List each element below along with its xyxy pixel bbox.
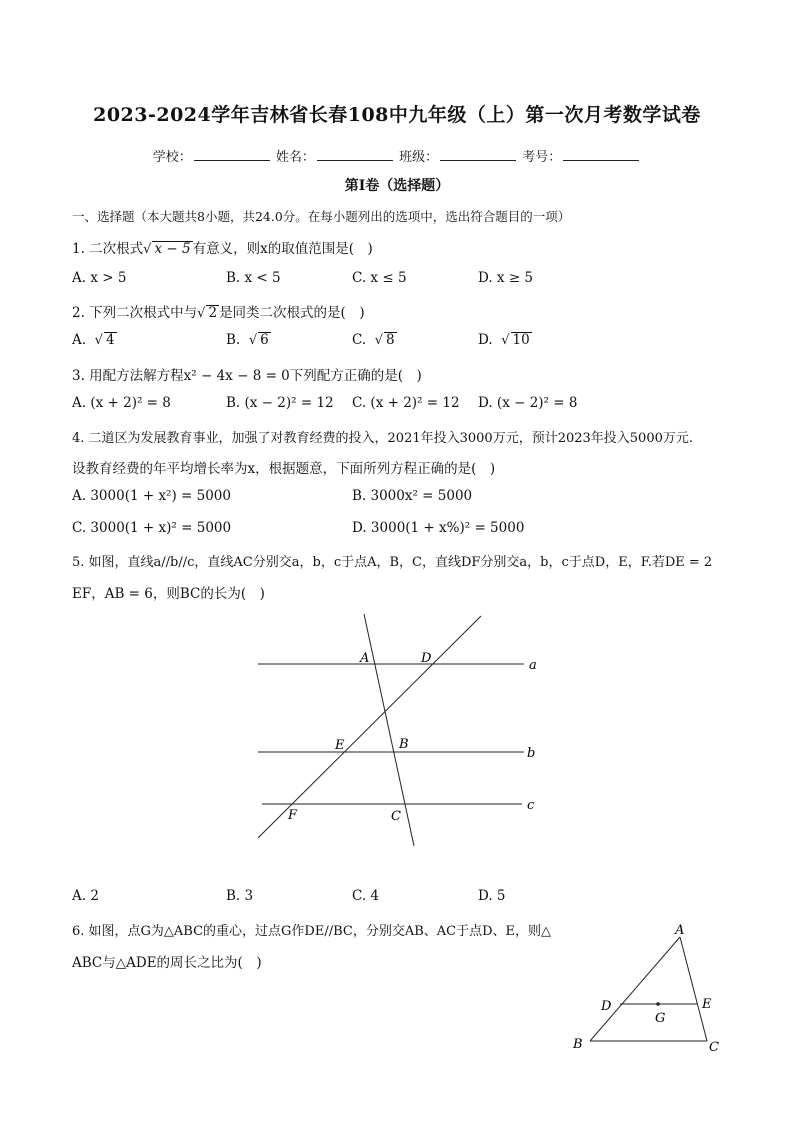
side-ab — [590, 937, 680, 1041]
q1-pre: 1. 二次根式 — [72, 241, 144, 257]
question-3: 3. 用配方法解方程x² − 4x − 8 = 0下列配方正确的是( ) — [72, 368, 422, 384]
exam-title: 2023-2024学年吉林省长春108中九年级（上）第一次月考数学试卷 — [93, 104, 701, 126]
q4-option-c[interactable]: C. 3000(1 + x)² = 5000 — [72, 520, 232, 536]
name-label: 姓名： — [275, 150, 315, 165]
label-F: F — [288, 808, 298, 823]
centroid-point-g — [656, 1002, 660, 1006]
label-C: C — [391, 809, 401, 824]
label-A: A — [360, 651, 370, 666]
question-5-line-2: EF，AB = 6，则BC的长为( ) — [72, 586, 265, 602]
label-E: E — [702, 997, 712, 1012]
radical-sign: √ — [501, 333, 510, 348]
q4-option-b[interactable]: B. 3000x² = 5000 — [352, 488, 473, 504]
label-B: B — [399, 737, 409, 752]
q2-option-a-radicand: 4 — [105, 332, 115, 348]
question-6-line-1: 6. 如图，点G为△ABC的重心，过点G作DE//BC，分别交AB、AC于点D、E，则△ — [72, 924, 552, 939]
question-4-line-2: 设教育经费的年平均增长率为x，根据题意，下面所列方程正确的是( ) — [72, 461, 496, 477]
q3-option-b[interactable]: B. (x − 2)² = 12 — [226, 395, 334, 411]
school-label: 学校： — [152, 150, 192, 165]
radical-sign: √ — [143, 242, 152, 257]
q3-option-c[interactable]: C. (x + 2)² = 12 — [352, 395, 460, 411]
q2-post: 是同类二次根式的是( ) — [219, 305, 365, 321]
radical-sign: √ — [248, 333, 258, 348]
q2-radicand: 2 — [208, 305, 218, 321]
number-label: 考号： — [522, 150, 562, 165]
label-C: C — [709, 1040, 719, 1055]
section-heading: 第I卷（选择题） — [344, 178, 450, 194]
q1-post: 有意义，则x的取值范围是( ) — [192, 241, 373, 257]
q4-option-d[interactable]: D. 3000(1 + x%)² = 5000 — [352, 520, 525, 536]
q1-option-c[interactable]: C. x ≤ 5 — [352, 270, 407, 286]
label-E: E — [335, 738, 345, 753]
q1-option-d[interactable]: D. x ≥ 5 — [478, 270, 534, 286]
label-c: c — [527, 798, 535, 813]
label-D: D — [421, 651, 432, 666]
question-6-line-2: ABC与△ADE的周长之比为( ) — [72, 955, 262, 971]
label-D: D — [601, 999, 612, 1014]
radical-sign: √ — [374, 333, 384, 348]
q3-option-d[interactable]: D. (x − 2)² = 8 — [478, 395, 578, 411]
q2-pre: 2. 下列二次根式中与 — [72, 305, 198, 321]
q2-option-b-radicand: 6 — [260, 332, 269, 348]
q5-option-a[interactable]: A. 2 — [72, 888, 99, 904]
q3-option-a[interactable]: A. (x + 2)² = 8 — [72, 395, 171, 411]
q2-option-d-radicand: 10 — [512, 332, 530, 348]
label-A: A — [675, 923, 685, 938]
radical-sign: √ — [197, 306, 206, 321]
label-a: a — [529, 658, 537, 673]
q1-option-b[interactable]: B. x < 5 — [226, 270, 281, 286]
part-instructions: 一、选择题（本大题共8小题，共24.0分。在每小题列出的选项中，选出符合题目的一项） — [72, 209, 571, 224]
label-B: B — [573, 1037, 583, 1052]
radical-sign: √ — [94, 333, 103, 348]
q2-option-b-label: B. — [226, 332, 241, 348]
question-5-line-1: 5. 如图，直线a//b//c，直线AC分别交a，b，c于点A，B，C，直线DF分别交a，b，c于点D，E，F.若DE = 2 — [72, 555, 713, 570]
q4-option-a[interactable]: A. 3000(1 + x²) = 5000 — [72, 488, 231, 504]
q2-option-a-label: A. — [72, 332, 87, 348]
class-label: 班级： — [399, 150, 439, 165]
q5-option-c[interactable]: C. 4 — [352, 888, 380, 904]
q5-option-d[interactable]: D. 5 — [478, 888, 506, 904]
q1-radicand: x − 5 — [154, 241, 191, 257]
q2-option-c-label: C. — [352, 332, 367, 348]
q5-option-b[interactable]: B. 3 — [226, 888, 254, 904]
q1-option-a[interactable]: A. x > 5 — [72, 270, 127, 286]
q2-option-c-radicand: 8 — [386, 332, 395, 348]
label-G: G — [655, 1011, 666, 1026]
side-ac — [680, 937, 707, 1041]
label-b: b — [527, 746, 536, 761]
q2-option-d-label: D. — [478, 332, 493, 348]
question-4-line-1: 4. 二道区为发展教育事业，加强了对教育经费的投入，2021年投入3000万元，预计2023年投入5000万元. — [72, 431, 694, 446]
